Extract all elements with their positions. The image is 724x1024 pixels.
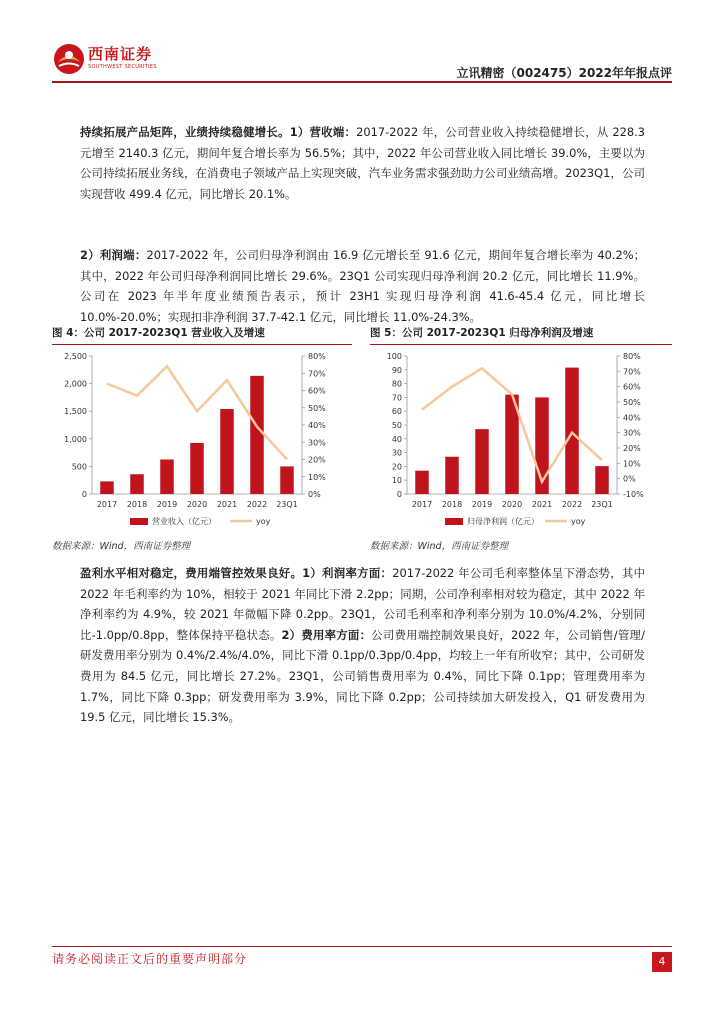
- bar: [130, 474, 144, 494]
- right-tick-label: 30%: [308, 438, 326, 448]
- paragraph-lead: 盈利水平相对稳定，费用端管控效果良好。1）利润率方面：: [80, 566, 393, 580]
- logo-emblem-icon: [52, 42, 86, 76]
- figure-4-rule: [52, 344, 352, 345]
- right-tick-label: 0%: [308, 490, 321, 499]
- x-tick-label: 2018: [441, 500, 463, 509]
- chart-net-profit: [367, 346, 672, 534]
- left-tick-label: 2,000: [64, 379, 87, 389]
- legend-line-label: yoy: [256, 517, 271, 526]
- page-number: 4: [652, 952, 672, 972]
- right-tick-label: 50%: [308, 403, 326, 413]
- figure-4-source: 数据来源：Wind，西南证券整理: [52, 541, 191, 552]
- right-tick-label: 40%: [623, 413, 641, 423]
- bar: [160, 460, 174, 495]
- paragraph-body: 2017-2022 年公司毛利率整体呈下滑态势，其中 2022 年毛利率约为 10%，相较于 2021 年同比下滑 2.2pp；同期，公司净利率相对较为稳定，其中 2022 年净利率约为 4.9%，较 2021 年微幅下降 0.2pp。23Q1，公司毛利率和净利率分别为 10.0%/4.2%，分别同比-1.0pp/0.8pp，整体保持平稳状态。: [80, 566, 645, 642]
- x-tick-label: 2019: [156, 500, 178, 509]
- left-tick-label: 10: [391, 476, 402, 486]
- x-tick-label: 2018: [126, 500, 148, 509]
- bar: [475, 429, 489, 494]
- right-tick-label: 80%: [308, 352, 326, 361]
- chart-revenue: [52, 346, 357, 534]
- figure-5-rule: [370, 344, 672, 345]
- x-tick-label: 2017: [411, 500, 433, 509]
- paragraph-lead: 2）利润端：: [80, 248, 147, 262]
- right-tick-label: 60%: [623, 382, 641, 392]
- x-tick-label: 23Q1: [276, 500, 298, 509]
- x-tick-label: 2021: [216, 500, 238, 509]
- x-tick-label: 23Q1: [591, 500, 613, 509]
- right-tick-label: 10%: [623, 459, 641, 469]
- legend-line-label: yoy: [571, 517, 586, 526]
- figure-5-source: 数据来源：Wind，西南证券整理: [370, 541, 509, 552]
- paragraph-lead-expense: 2）费用率方面：: [281, 627, 372, 642]
- right-tick-label: 30%: [623, 428, 641, 438]
- left-tick-label: 70: [391, 393, 402, 403]
- x-tick-label: 2021: [531, 500, 553, 509]
- x-tick-label: 2019: [471, 500, 493, 509]
- right-tick-label: 20%: [623, 444, 641, 453]
- right-tick-label: 50%: [623, 398, 641, 407]
- paragraph-revenue: [80, 122, 645, 204]
- x-tick-label: 2020: [501, 500, 523, 509]
- legend-bar-label: 归母净利润（亿元）: [467, 517, 539, 526]
- left-tick-label: 100: [386, 352, 402, 361]
- right-tick-label: 40%: [308, 421, 326, 430]
- right-tick-label: 60%: [308, 386, 326, 396]
- figure-4-title: 图 4：公司 2017-2023Q1 营业收入及增速: [52, 327, 265, 339]
- bar: [595, 466, 609, 494]
- document-title: 立讯精密（002475）2022年年报点评: [456, 66, 672, 80]
- header-divider: [52, 81, 672, 83]
- logo-subtitle: SOUTHWEST SECURITIES: [88, 64, 157, 70]
- right-tick-label: -10%: [623, 490, 644, 499]
- bar: [565, 368, 579, 494]
- bar: [415, 471, 429, 494]
- bar: [190, 443, 204, 494]
- x-tick-label: 2022: [246, 500, 268, 509]
- left-tick-label: 2,500: [64, 352, 87, 361]
- paragraph-margins: [80, 563, 645, 728]
- right-tick-label: 70%: [308, 369, 326, 379]
- left-tick-label: 500: [71, 462, 87, 472]
- paragraph-lead: 持续拓展产品矩阵，业绩持续稳健增长。1）营收端：: [80, 125, 357, 139]
- paragraph-body: 2017-2022 年，公司归母净利润由 16.9 亿元增长至 91.6 亿元，期间年复合增长率为 40.2%；其中，2022 年公司归母净利润同比增长 29.6%。23Q1 公司实现归母净利润 20.2 亿元，同比增长 11.9%。公司在 2023 年半年度业绩预告表示，预计 23H1 实现归母净利润 41.6-45.4 亿元，同比增长 10.0%-20.0%；实现扣非净利润 37.7-42.1 亿元，同比增长 11.0%-24.3%。: [80, 248, 645, 324]
- left-tick-label: 40: [391, 434, 402, 444]
- legend-bar-swatch: [130, 518, 148, 525]
- legend-bar-swatch: [445, 518, 463, 525]
- bar: [250, 376, 264, 494]
- left-tick-label: 30: [391, 448, 402, 458]
- left-tick-label: 0: [81, 490, 87, 499]
- right-tick-label: 0%: [623, 474, 636, 484]
- x-tick-label: 2020: [186, 500, 208, 509]
- footer-divider: [52, 946, 672, 947]
- bar: [100, 481, 114, 494]
- company-logo: [52, 40, 192, 80]
- right-tick-label: 20%: [308, 455, 326, 465]
- right-tick-label: 80%: [623, 352, 641, 361]
- x-tick-label: 2022: [561, 500, 583, 509]
- logo-name: 西南证券: [88, 45, 153, 63]
- left-tick-label: 50: [391, 421, 402, 430]
- left-tick-label: 60: [391, 407, 402, 417]
- left-tick-label: 90: [391, 365, 402, 375]
- bar: [280, 466, 294, 494]
- right-tick-label: 10%: [308, 472, 326, 482]
- left-tick-label: 0: [396, 490, 402, 499]
- page-header: [52, 40, 672, 80]
- right-tick-label: 70%: [623, 367, 641, 377]
- paragraph-profit: [80, 245, 645, 327]
- left-tick-label: 1,500: [64, 407, 87, 417]
- left-tick-label: 20: [391, 462, 402, 472]
- x-tick-label: 2017: [96, 500, 118, 509]
- figure-5-title: 图 5：公司 2017-2023Q1 归母净利润及增速: [370, 327, 594, 339]
- bar: [445, 457, 459, 494]
- legend-bar-label: 营业收入（亿元）: [152, 517, 216, 526]
- paragraph-body-expense: 公司费用端控制效果良好，2022 年，公司销售/管理/研发费用率分别为 0.4%/2.4%/4.0%，同比下滑 0.1pp/0.3pp/0.4pp，均较上一年有所收窄；其中，公司研发费用为 84.5 亿元，同比增长 27.2%。23Q1，公司销售费用率为 0.4%，同比下降 0.1pp；管理费用率为 1.7%，同比下降 0.3pp；研发费用率为 3.9%，同比下降 0.2pp；公司持续加大研发投入，Q1 研发费用为 19.5 亿元，同比增长 15.3%。: [80, 627, 645, 725]
- bar: [220, 409, 234, 494]
- footer-disclaimer: 请务必阅读正文后的重要声明部分: [52, 952, 248, 966]
- left-tick-label: 80: [391, 379, 402, 389]
- left-tick-label: 1,000: [64, 434, 87, 444]
- paragraph-body: 2017-2022 年，公司营业收入持续稳健增长，从 228.3 元增至 2140.3 亿元，期间年复合增长率为 56.5%；其中，2022 年公司营业收入同比增长 39.0%，主要以为公司持续拓展业务线，在消费电子领域产品上实现突破，汽车业务需求强劲助力公司业绩高增。2023Q1，公司实现营收 499.4 亿元，同比增长 20.1%。: [80, 125, 645, 201]
